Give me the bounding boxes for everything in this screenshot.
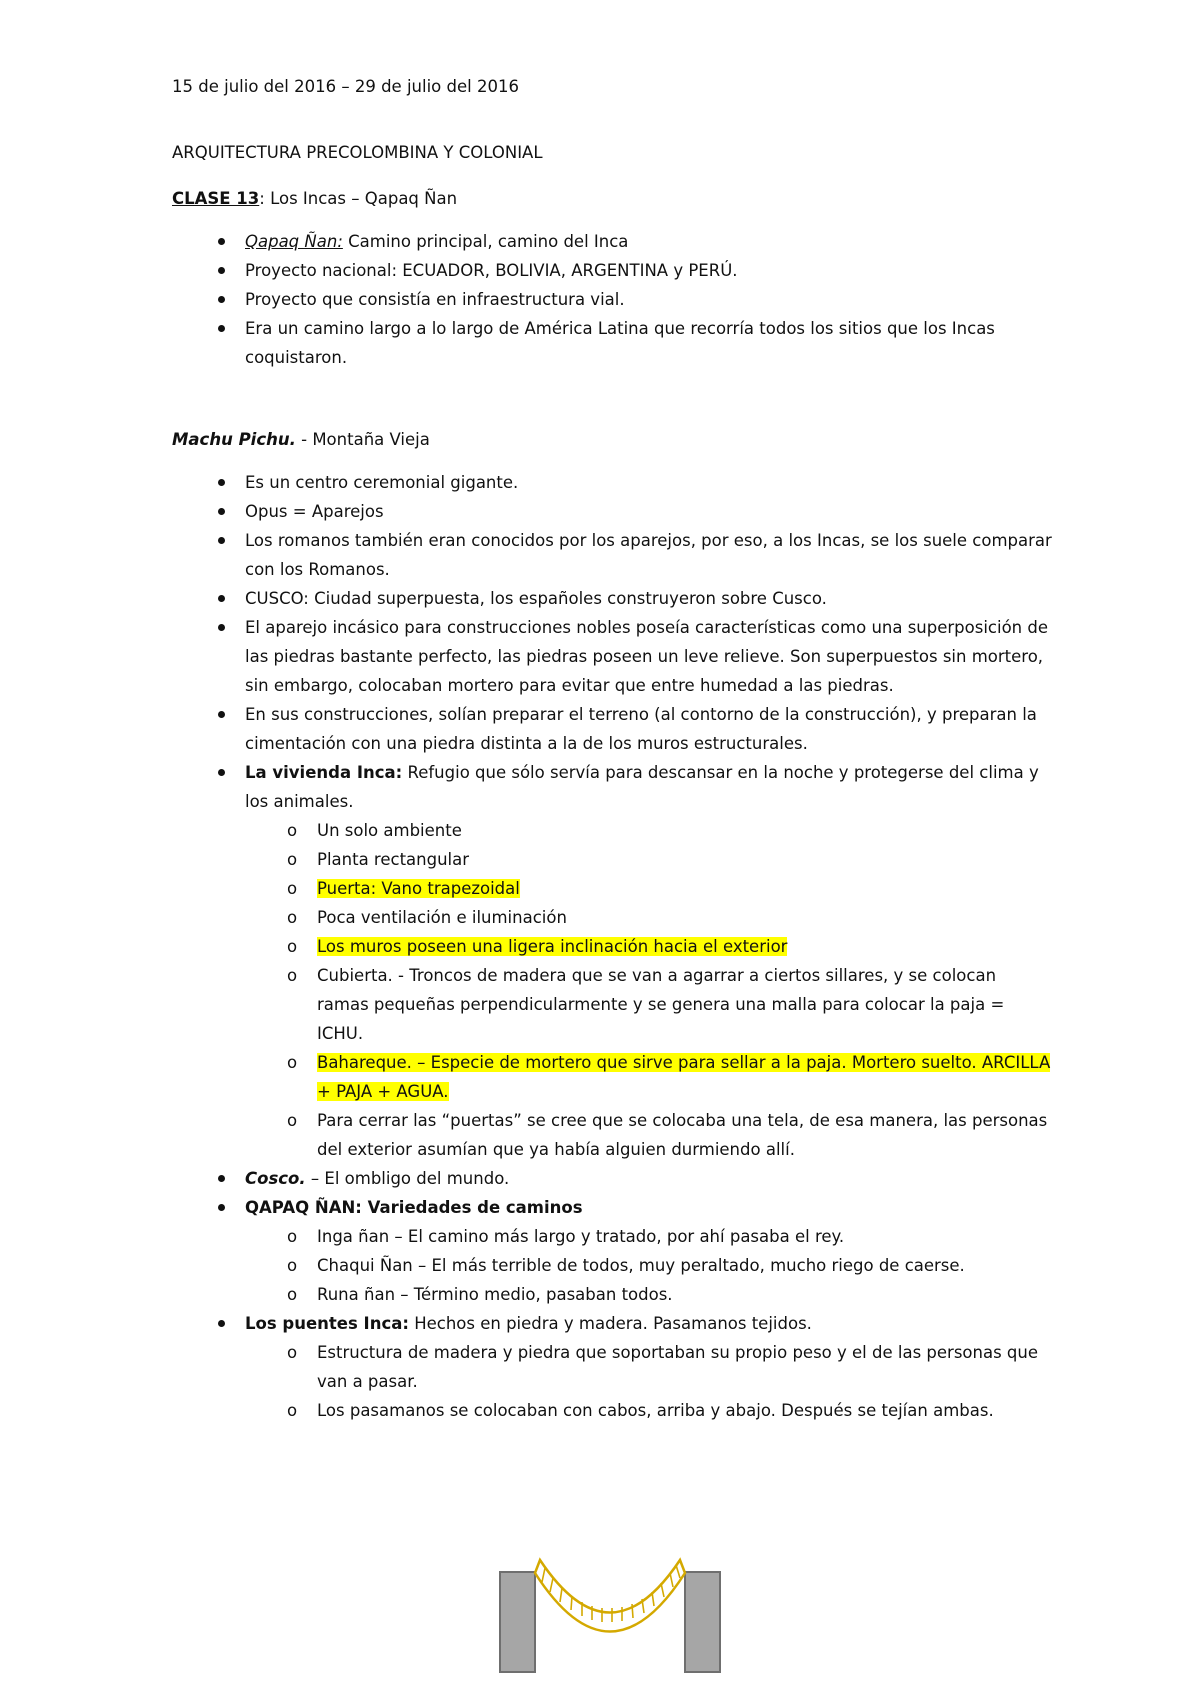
list-item: Qapaq Ñan: Camino principal, camino del Inca bbox=[172, 227, 1052, 256]
section2-heading: Machu Pichu. - Montaña Vieja bbox=[172, 430, 430, 449]
bridge-drawing-icon bbox=[490, 1540, 730, 1680]
list-item: Opus = Aparejos bbox=[172, 497, 1052, 526]
sub-item: o Chaqui Ñan – El más terrible de todos, muy peraltado, mucho riego de caerse. bbox=[172, 1251, 1052, 1280]
list-item: Proyecto nacional: ECUADOR, BOLIVIA, ARGENTINA y PERÚ. bbox=[172, 256, 1052, 285]
date-range: 15 de julio del 2016 – 29 de julio del 2016 bbox=[172, 77, 519, 96]
course-title: ARQUITECTURA PRECOLOMBINA Y COLONIAL bbox=[172, 143, 543, 162]
list-item-puentes: Los puentes Inca: Hechos en piedra y madera. Pasamanos tejidos. bbox=[172, 1309, 1052, 1338]
class-label: CLASE 13 bbox=[172, 189, 260, 208]
list-item: El aparejo incásico para construcciones nobles poseía características como una superposición de las piedras bastante perfecto, las piedras poseen un leve relieve. Son superpuestos sin mortero, sin embargo, colocaban mortero para evitar que entre humedad a las piedras. bbox=[172, 613, 1052, 700]
sub-item: o Para cerrar las “puertas” se cree que se colocaba una tela, de esa manera, las personas del exterior asumían que ya había alguien durmiendo allí. bbox=[172, 1106, 1052, 1164]
class-topic: : Los Incas – Qapaq Ñan bbox=[259, 189, 458, 208]
document-content bbox=[172, 72, 1052, 1425]
left-pillar bbox=[500, 1572, 535, 1672]
sub-item: o Un solo ambiente bbox=[172, 816, 1052, 845]
sub-item: o Poca ventilación e iluminación bbox=[172, 903, 1052, 932]
list-item: Era un camino largo a lo largo de América Latina que recorría todos los sitios que los Incas coquistaron. bbox=[172, 314, 1052, 372]
list-item: Es un centro ceremonial gigante. bbox=[172, 468, 1052, 497]
sub-item-highlighted: o Puerta: Vano trapezoidal bbox=[172, 874, 1052, 903]
bridge-rope bbox=[535, 1560, 685, 1632]
list-item: Los romanos también eran conocidos por los aparejos, por eso, a los Incas, se los suele comparar con los Romanos. bbox=[172, 526, 1052, 584]
sub-item: o Inga ñan – El camino más largo y tratado, por ahí pasaba el rey. bbox=[172, 1222, 1052, 1251]
sub-item-highlighted: o Bahareque. – Especie de mortero que sirve para sellar a la paja. Mortero suelto. ARCILLA + PAJA + AGUA. bbox=[172, 1048, 1052, 1106]
list-item-cosco: Cosco. – El ombligo del mundo. bbox=[172, 1164, 1052, 1193]
list-item: En sus construcciones, solían preparar el terreno (al contorno de la construcción), y preparan la cimentación con una piedra distinta a la de los muros estructurales. bbox=[172, 700, 1052, 758]
right-pillar bbox=[685, 1572, 720, 1672]
list-item-qapaq: QAPAQ ÑAN: Variedades de caminos bbox=[172, 1193, 1052, 1222]
sub-item: o Cubierta. - Troncos de madera que se van a agarrar a ciertos sillares, y se colocan ramas pequeñas perpendicularmente y se genera una malla para colocar la paja = ICHU. bbox=[172, 961, 1052, 1048]
list-item: Proyecto que consistía en infraestructura vial. bbox=[172, 285, 1052, 314]
sub-item: o Planta rectangular bbox=[172, 845, 1052, 874]
sub-item-highlighted: o Los muros poseen una ligera inclinación hacia el exterior bbox=[172, 932, 1052, 961]
sub-item: o Los pasamanos se colocaban con cabos, arriba y abajo. Después se tejían ambas. bbox=[172, 1396, 1052, 1425]
list-item-vivienda: La vivienda Inca: Refugio que sólo servía para descansar en la noche y protegerse del clima y los animales. bbox=[172, 758, 1052, 816]
list-item: CUSCO: Ciudad superpuesta, los españoles construyeron sobre Cusco. bbox=[172, 584, 1052, 613]
section2-list bbox=[172, 468, 1052, 1425]
sub-item: o Runa ñan – Término medio, pasaban todos. bbox=[172, 1280, 1052, 1309]
sub-item: o Estructura de madera y piedra que soportaban su propio peso y el de las personas que van a pasar. bbox=[172, 1338, 1052, 1396]
section1-list bbox=[172, 227, 1052, 372]
class-heading bbox=[172, 184, 1052, 213]
